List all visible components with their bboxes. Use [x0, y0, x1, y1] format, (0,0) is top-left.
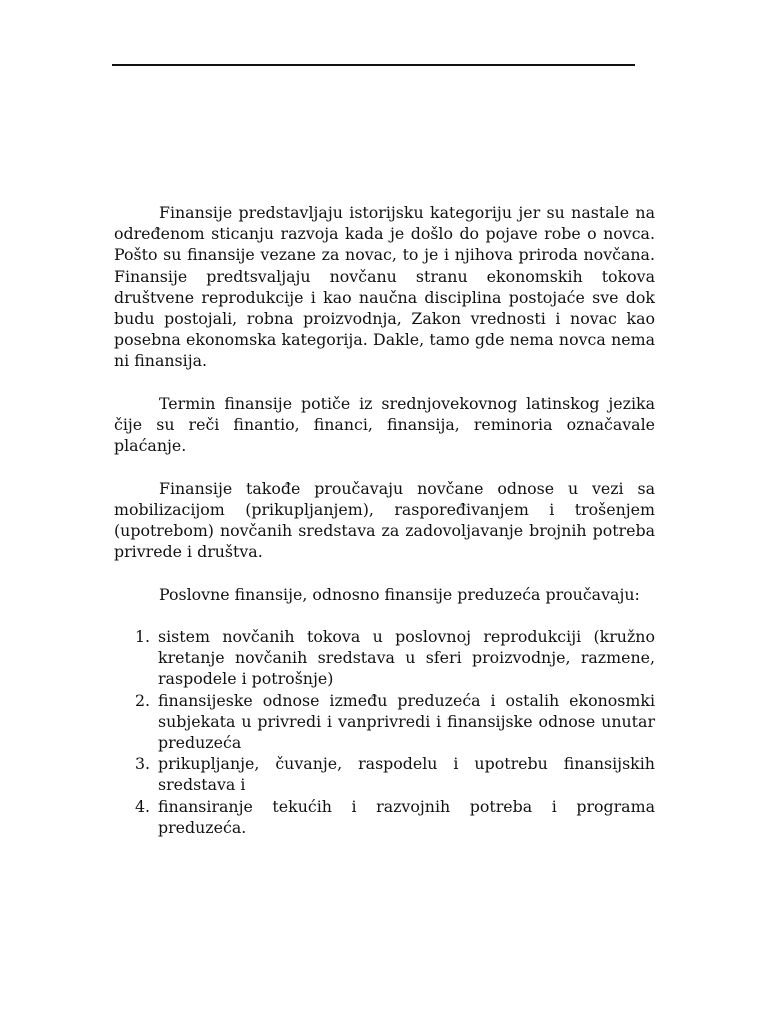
study-topics-list [114, 626, 655, 838]
document-body [114, 202, 655, 838]
list-item [135, 796, 655, 838]
list-number: 1. [135, 627, 151, 646]
list-item-text: finansiranje tekućih i razvojnih potreba i programa preduzeća. [158, 796, 655, 837]
paragraph-money-relations: Finansije takođe proučavaju novčane odnose u vezi sa mobilizacijom (prikupljanjem), raspoređivanjem i trošenjem (upotrebom) novčanih sredstava za zadovoljavanje brojnih potreba privrede i društva. [114, 478, 655, 562]
list-item-text: prikupljanje, čuvanje, raspodelu i upotrebu finansijskih sredstava i [158, 754, 655, 795]
list-item-text: sistem novčanih tokova u poslovnoj reprodukciji (kružno kretanje novčanih sredstava u sferi proizvodnje, razmene, raspodele i potrošnje) [158, 627, 655, 689]
header-rule [112, 64, 635, 66]
list-item-text: finansijeske odnose između preduzeća i ostalih ekonosmki subjekata u privredi i vanprivredi i finansijske odnose unutar preduzeća [158, 690, 655, 753]
list-item [135, 690, 655, 754]
list-item [135, 626, 655, 690]
paragraph-term-origin: Termin finansije potiče iz srednjovekovnog latinskog jezika čije su reči finantio, financi, finansija, reminoria označavale plaćanje. [114, 393, 655, 456]
list-item [135, 753, 655, 795]
paragraph-finansije-history: Finansije predstavljaju istorijsku kategoriju jer su nastale na određenom sticanju razvoja kada je došlo do pojave robe o novca. Pošto su finansije vezane za novac, to je i njihova priroda novčana. Finansije predtsvaljaju novčanu stranu ekonomskih tokova društvene reprodukcije i kao naučna disciplina postojaće sve dok budu postojali, robna proizvodnja, Zakon vrednosti i novac kao posebna ekonomska kategorija. Dakle, tamo gde nema novca nema ni finansija. [114, 203, 655, 371]
list-number: 3. [135, 754, 151, 774]
paragraph-business-finance: Poslovne finansije, odnosno finansije preduzeća proučavaju: [159, 584, 640, 604]
list-number: 4. [135, 796, 151, 816]
list-number: 2. [135, 690, 151, 710]
